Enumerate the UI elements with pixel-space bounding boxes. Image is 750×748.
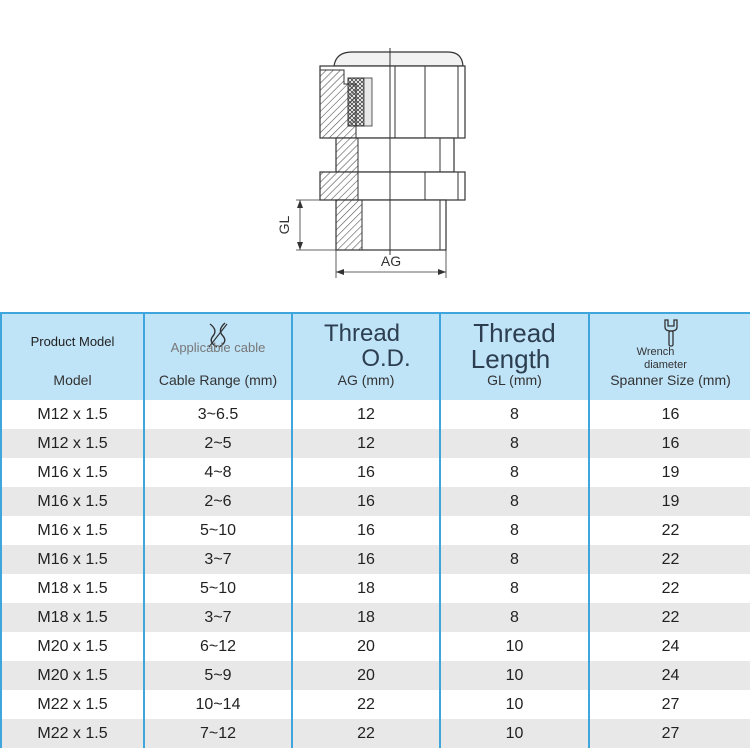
cell-gl: 10 bbox=[440, 632, 589, 661]
cell-spanner: 19 bbox=[589, 487, 750, 516]
cell-model: M16 x 1.5 bbox=[1, 487, 144, 516]
wrench-icon bbox=[661, 318, 681, 348]
cell-model: M22 x 1.5 bbox=[1, 719, 144, 748]
cell-ag: 20 bbox=[292, 661, 440, 690]
cell-gl: 8 bbox=[440, 429, 589, 458]
cell-gl: 8 bbox=[440, 574, 589, 603]
cell-spanner: 22 bbox=[589, 545, 750, 574]
table-row bbox=[1, 632, 750, 661]
cell-cable: 4~8 bbox=[144, 458, 292, 487]
cell-gl: 8 bbox=[440, 545, 589, 574]
seal-section bbox=[348, 78, 364, 126]
cell-spanner: 16 bbox=[589, 400, 750, 429]
cell-cable: 5~10 bbox=[144, 516, 292, 545]
ag-label: AG bbox=[380, 253, 402, 269]
cell-ag: 16 bbox=[292, 487, 440, 516]
cell-model: M20 x 1.5 bbox=[1, 661, 144, 690]
header-spanner-line1: Wrench bbox=[636, 346, 675, 358]
cell-spanner: 22 bbox=[589, 574, 750, 603]
header-od-line1: Thread bbox=[323, 320, 401, 347]
table-row bbox=[1, 545, 750, 574]
table-row bbox=[1, 516, 750, 545]
cell-cable: 10~14 bbox=[144, 690, 292, 719]
cell-model: M20 x 1.5 bbox=[1, 632, 144, 661]
cell-ag: 12 bbox=[292, 400, 440, 429]
cell-cable: 2~6 bbox=[144, 487, 292, 516]
cell-ag: 16 bbox=[292, 458, 440, 487]
cell-spanner: 19 bbox=[589, 458, 750, 487]
cell-gl: 8 bbox=[440, 516, 589, 545]
cell-cable: 2~5 bbox=[144, 429, 292, 458]
header-cable-bottom: Cable Range (mm) bbox=[158, 372, 278, 388]
header-spanner-line2: diameter bbox=[644, 359, 687, 371]
header-length-line1: Thread bbox=[473, 318, 556, 348]
cell-spanner: 16 bbox=[589, 429, 750, 458]
cell-cable: 6~12 bbox=[144, 632, 292, 661]
table-row bbox=[1, 603, 750, 632]
gl-label: GL bbox=[276, 215, 292, 235]
cell-ag: 22 bbox=[292, 719, 440, 748]
header-length-bottom: GL (mm) bbox=[487, 372, 542, 388]
table-row bbox=[1, 719, 750, 748]
cell-model: M16 x 1.5 bbox=[1, 458, 144, 487]
table-row bbox=[1, 429, 750, 458]
table-row bbox=[1, 487, 750, 516]
header-length bbox=[440, 313, 589, 400]
cell-ag: 22 bbox=[292, 690, 440, 719]
table-row bbox=[1, 458, 750, 487]
cell-cable: 3~7 bbox=[144, 545, 292, 574]
cell-model: M22 x 1.5 bbox=[1, 690, 144, 719]
header-model bbox=[1, 313, 144, 400]
header-model-top: Product Model bbox=[30, 334, 115, 349]
cell-cable: 3~7 bbox=[144, 603, 292, 632]
cell-cable: 5~10 bbox=[144, 574, 292, 603]
cable-gland-drawing bbox=[0, 0, 750, 312]
spec-table bbox=[0, 312, 750, 748]
cell-model: M16 x 1.5 bbox=[1, 516, 144, 545]
table-row bbox=[1, 574, 750, 603]
cell-gl: 10 bbox=[440, 690, 589, 719]
cell-ag: 20 bbox=[292, 632, 440, 661]
cell-cable: 5~9 bbox=[144, 661, 292, 690]
cell-ag: 18 bbox=[292, 603, 440, 632]
cell-gl: 8 bbox=[440, 400, 589, 429]
cell-ag: 18 bbox=[292, 574, 440, 603]
cell-model: M18 x 1.5 bbox=[1, 574, 144, 603]
header-od-line2: O.D. bbox=[361, 345, 411, 372]
cell-gl: 10 bbox=[440, 719, 589, 748]
header-length-line2: Length bbox=[470, 344, 551, 374]
cell-ag: 12 bbox=[292, 429, 440, 458]
table-row bbox=[1, 661, 750, 690]
cell-gl: 8 bbox=[440, 603, 589, 632]
cell-model: M18 x 1.5 bbox=[1, 603, 144, 632]
header-od bbox=[292, 313, 440, 400]
cell-model: M16 x 1.5 bbox=[1, 545, 144, 574]
cell-gl: 8 bbox=[440, 458, 589, 487]
cell-spanner: 22 bbox=[589, 603, 750, 632]
cell-spanner: 24 bbox=[589, 661, 750, 690]
table-row bbox=[1, 690, 750, 719]
cell-gl: 10 bbox=[440, 661, 589, 690]
cell-spanner: 27 bbox=[589, 690, 750, 719]
cell-spanner: 22 bbox=[589, 516, 750, 545]
header-od-bottom: AG (mm) bbox=[337, 372, 395, 388]
cell-model: M12 x 1.5 bbox=[1, 400, 144, 429]
header-model-bottom: Model bbox=[53, 372, 92, 388]
header-cable-top: Applicable cable bbox=[170, 340, 266, 355]
header-row bbox=[1, 313, 750, 400]
header-spanner-bottom: Spanner Size (mm) bbox=[610, 372, 731, 388]
cap-dome bbox=[334, 52, 463, 66]
cell-ag: 16 bbox=[292, 545, 440, 574]
cell-cable: 3~6.5 bbox=[144, 400, 292, 429]
cell-model: M12 x 1.5 bbox=[1, 429, 144, 458]
header-cable bbox=[144, 313, 292, 400]
cell-spanner: 24 bbox=[589, 632, 750, 661]
cell-spanner: 27 bbox=[589, 719, 750, 748]
cell-cable: 7~12 bbox=[144, 719, 292, 748]
cell-ag: 16 bbox=[292, 516, 440, 545]
table-row bbox=[1, 400, 750, 429]
cell-gl: 8 bbox=[440, 487, 589, 516]
header-spanner bbox=[589, 313, 750, 400]
